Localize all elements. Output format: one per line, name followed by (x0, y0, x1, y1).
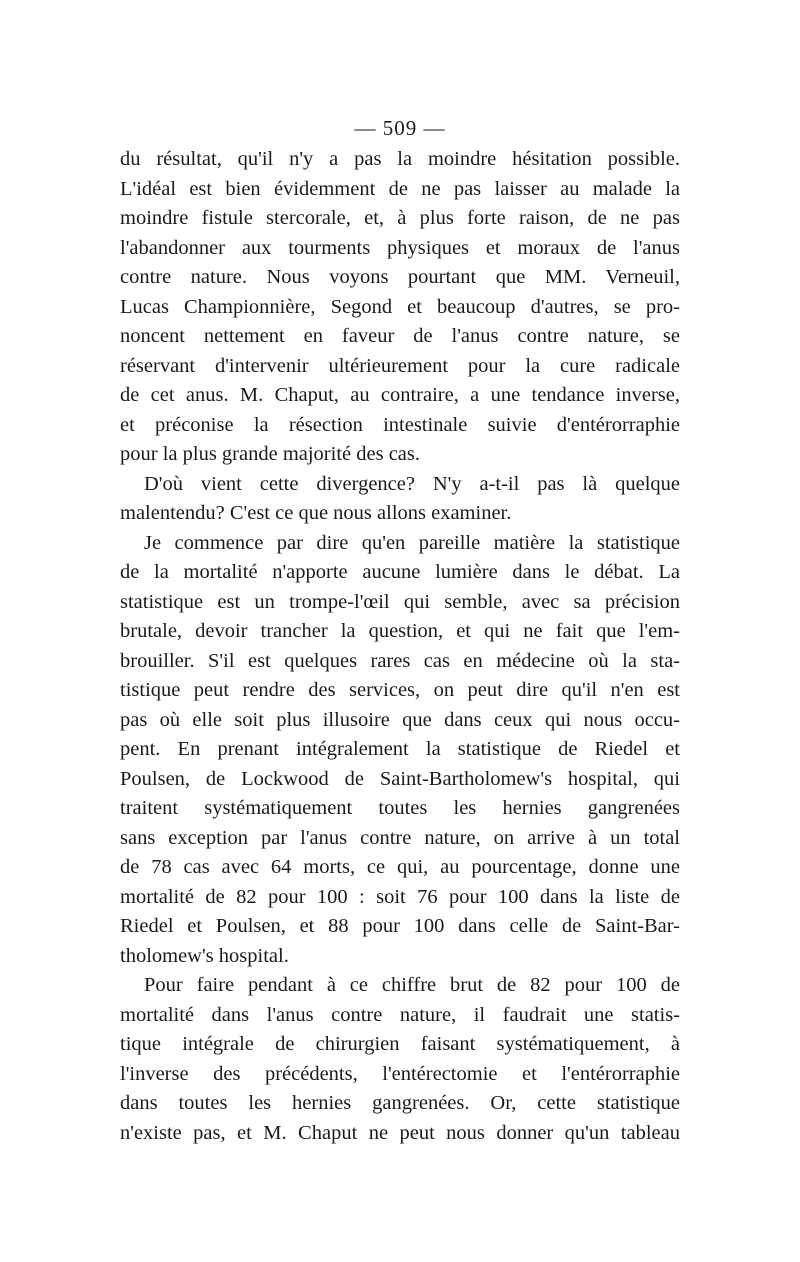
text-line: brutale, devoir trancher la question, et qui ne fait que l'em- (120, 620, 680, 642)
text-line: mortalité dans l'anus contre nature, il faudrait une statis- (120, 1003, 680, 1026)
page-number: — 509 — (354, 116, 446, 140)
text-line: Pour faire pendant à ce chiffre brut de 82 pour 100 de (144, 974, 680, 996)
text-line: de cet anus. M. Chaput, au contraire, a une tendance inverse, (120, 384, 680, 406)
text-line: pas où elle soit plus illusoire que dans ceux qui nous occu- (120, 708, 680, 731)
text-line: noncent nettement en faveur de l'anus contre nature, se (120, 325, 680, 347)
text-line: Poulsen, de Lockwood de Saint-Bartholomew's hospital, qui (120, 767, 680, 790)
text-line: tholomew's hospital. (120, 944, 289, 967)
text-line: et préconise la résection intestinale suivie d'entérorraphie (120, 413, 680, 436)
text-line: L'idéal est bien évidemment de ne pas laisser au malade la (120, 177, 680, 200)
text-line: contre nature. Nous voyons pourtant que MM. Verneuil, (120, 266, 680, 288)
text-line: l'abandonner aux tourments physiques et moraux de l'anus (120, 236, 680, 259)
text-line: dans toutes les hernies gangrenées. Or, cette statistique (120, 1092, 680, 1114)
text-line: brouiller. S'il est quelques rares cas en médecine où la sta- (120, 649, 680, 672)
text-line: tique intégrale de chirurgien faisant systématiquement, à (120, 1033, 680, 1055)
text-line: Je commence par dire qu'en pareille matière la statistique (144, 531, 680, 554)
text-line: de 78 cas avec 64 morts, ce qui, au pourcentage, donne une (120, 856, 680, 878)
text-line: pour la plus grande majorité des cas. (120, 443, 421, 465)
text-line: pent. En prenant intégralement la statistique de Riedel et (120, 738, 680, 760)
text-line: sans exception par l'anus contre nature, on arrive à un total (120, 826, 680, 849)
text-line: traitent systématiquement toutes les hernies gangrenées (120, 797, 680, 819)
text-line: moindre fistule stercorale, et, à plus forte raison, de ne pas (120, 207, 680, 229)
text-line: du résultat, qu'il n'y a pas la moindre hésitation possible. (120, 148, 680, 170)
text-line: n'existe pas, et M. Chaput ne peut nous donner qu'un tableau (120, 1121, 680, 1144)
text-line: mortalité de 82 pour 100 : soit 76 pour 100 dans la liste de (120, 885, 680, 908)
text-line: statistique est un trompe-l'œil qui semble, avec sa précision (120, 590, 680, 613)
text-line: Riedel et Poulsen, et 88 pour 100 dans celle de Saint-Bar- (120, 915, 680, 937)
text-line: D'où vient cette divergence? N'y a-t-il pas là quelque (144, 472, 680, 495)
text-line: malentendu? C'est ce que nous allons examiner. (120, 502, 512, 524)
text-line: réservant d'intervenir ultérieurement pour la cure radicale (120, 354, 680, 377)
text-line: tistique peut rendre des services, on peut dire qu'il n'en est (120, 679, 680, 701)
body-text (120, 145, 680, 1148)
text-line: Lucas Championnière, Segond et beaucoup d'autres, se pro- (120, 295, 680, 318)
text-line: de la mortalité n'apporte aucune lumière dans le débat. La (120, 561, 680, 583)
text-line: l'inverse des précédents, l'entérectomie et l'entérorraphie (120, 1062, 680, 1085)
